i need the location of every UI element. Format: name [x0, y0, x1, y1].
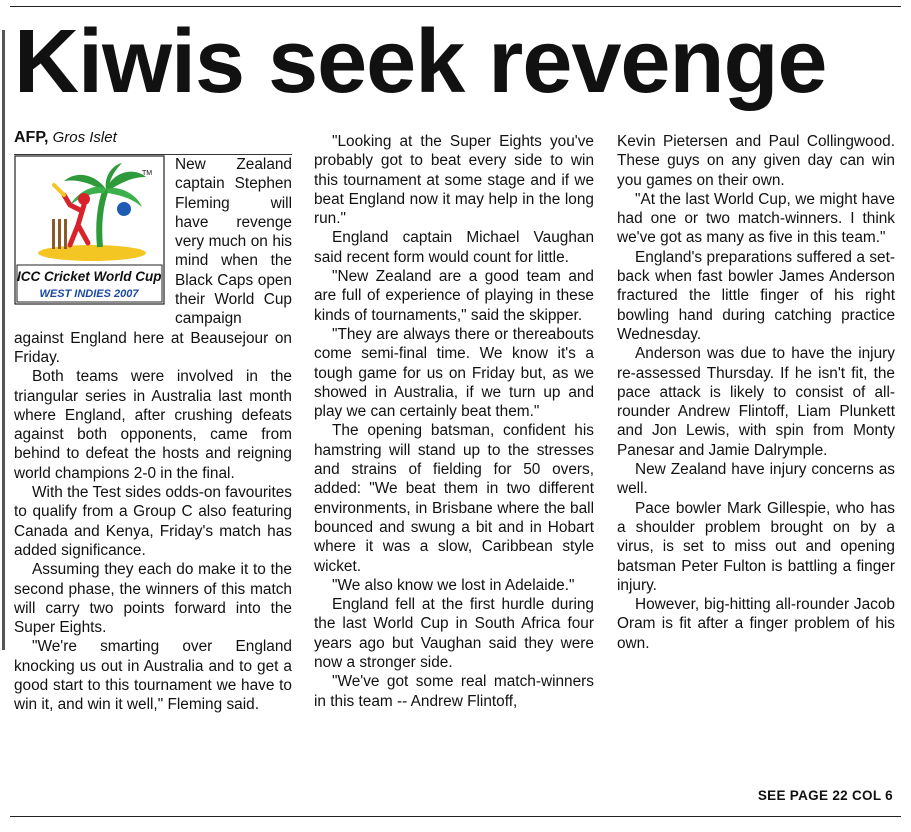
byline-place: Gros Islet — [52, 129, 117, 146]
paragraph: New Zealand captain Stephen Fleming will have revenge very much on his mind when the Black Caps open their World Cup campaign against England here at Beausejour on Friday. — [14, 156, 292, 366]
paragraph: Both teams were involved in the triangular series in Australia last month where England, after crushing defeats against both opponents, came from behind to defeat the hosts and reigning world champions 2-0 in the final. — [14, 368, 292, 482]
headline: Kiwis seek revenge — [14, 12, 827, 112]
paragraph: The opening batsman, confident his hamstring will stand up to the stresses and strains of fielding for 50 overs, added: "We beat them in two different environments, in Brisbane where the ball bounced and swung a bit and in Hobart where it was a slow, Caribbean style wicket. — [314, 422, 594, 575]
article-column-1 — [14, 128, 292, 715]
paragraph: New Zealand have injury concerns as well. — [617, 461, 895, 498]
paragraph: Kevin Pietersen and Paul Collingwood. These guys on any given day can win you games on their own. — [617, 133, 895, 189]
article-column-3 — [617, 132, 895, 653]
paragraph: England fell at the first hurdle during the last World Cup in South Africa four years ago but Vaughan said they were now a stronger side. — [314, 596, 594, 672]
article-column-2 — [314, 132, 594, 711]
paragraph: "New Zealand are a good team and are full of experience of playing in these kinds of tournaments," said the skipper. — [314, 268, 594, 324]
paragraph: England's preparations suffered a set-back when fast bowler James Anderson fractured the little finger of his right bowling hand during catching practice Wednesday. — [617, 248, 895, 343]
byline — [14, 128, 292, 155]
logo-subtitle: WEST INDIES 2007 — [39, 288, 139, 300]
top-rule — [10, 6, 901, 7]
paragraph: Pace bowler Mark Gillespie, who has a shoulder problem brought on by a virus, is set to miss out and opening batsman Peter Fulton is battling a finger injury. — [617, 499, 895, 594]
left-margin-bar — [2, 30, 5, 650]
paragraph: "We've got some real match-winners in this team -- Andrew Flintoff, — [314, 673, 594, 710]
paragraph: However, big-hitting all-rounder Jacob Oram is fit after a finger problem of his own. — [617, 596, 895, 652]
world-cup-logo — [14, 155, 165, 321]
paragraph: With the Test sides odds-on favourites to qualify from a Group C also featuring Canada and Kenya, Friday's match has added significance. — [14, 484, 292, 559]
paragraph: "Looking at the Super Eights you've probably got to beat every side to win this tournament at some stage and if we beat England now it may help in the long run." — [314, 133, 594, 228]
byline-agency: AFP, — [14, 129, 49, 146]
logo-title: ICC Cricket World Cup — [17, 269, 162, 284]
paragraph: "We're smarting over England knocking us out in Australia and to get a good start to this tournament we have to win it, and win it well," Fleming said. — [14, 638, 292, 714]
paragraph: Anderson was due to have the injury re-assessed Thursday. If he isn't fit, the pace attack is likely to consist of all-rounder Andrew Flintoff, Liam Plunkett and Jon Lewis, with spin from Monty Panesar and Jamie Dalrymple. — [617, 345, 895, 459]
paragraph: "We also know we lost in Adelaide." — [332, 576, 575, 594]
paragraph: "At the last World Cup, we might have had one or two match-winners. I think we've got as many as five in this team." — [617, 190, 895, 247]
bottom-rule — [10, 816, 901, 817]
paragraph: "They are always there or thereabouts come semi-final time. We know it's a tough game for us on Friday but, as we showed in Australia, if we turn up and play we can certainly beat them." — [314, 325, 594, 421]
paragraph: Assuming they each do make it to the second phase, the winners of this match will carry two points forward into the Super Eights. — [14, 561, 292, 637]
continuation-note: SEE PAGE 22 COL 6 — [757, 788, 893, 803]
paragraph: England captain Michael Vaughan said recent form would count for little. — [314, 229, 594, 266]
logo-trademark: TM — [142, 170, 153, 177]
